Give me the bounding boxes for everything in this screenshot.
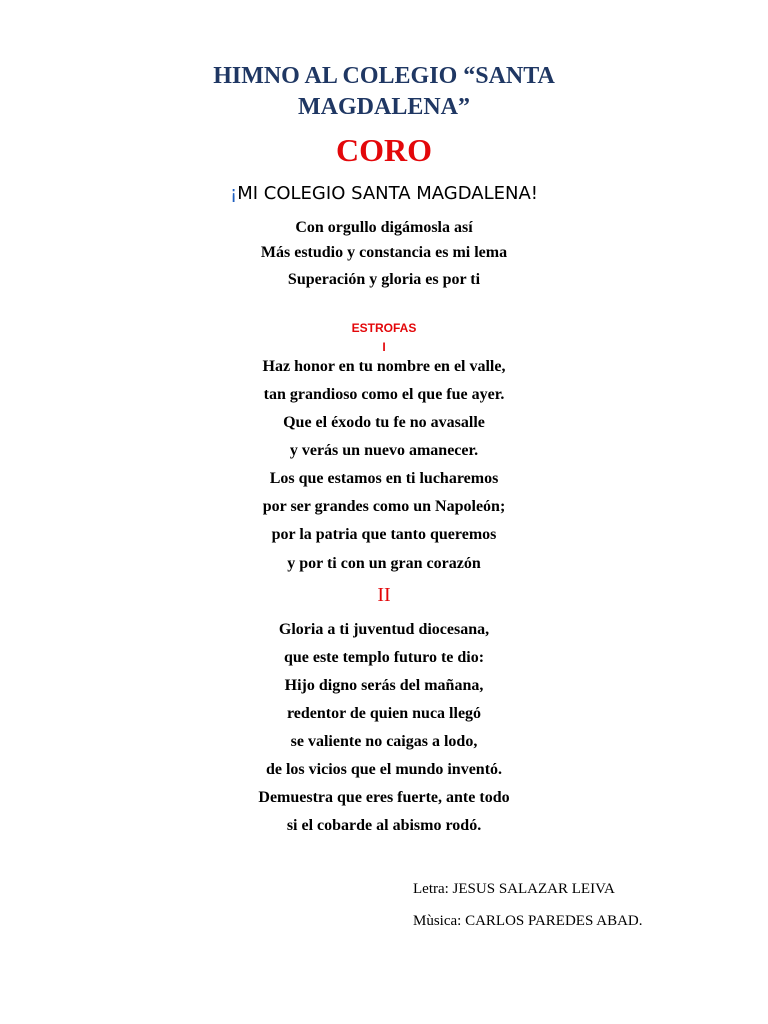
stanza-1-line: tan grandioso como el que fue ayer. <box>263 386 505 403</box>
coro-subheading-mark: ¡ <box>230 183 238 204</box>
coro-subheading-text: MI COLEGIO SANTA MAGDALENA! <box>237 183 538 204</box>
stanza-1-line: y por ti con un gran corazón <box>287 555 481 572</box>
coro-heading: CORO <box>336 132 432 168</box>
hymn-title-line-2: MAGDALENA” <box>298 94 470 120</box>
coro-subheading <box>0 182 768 206</box>
lyrics-credit: Letra: JESUS SALAZAR LEIVA <box>413 881 615 897</box>
stanza-1-line: por ser grandes como un Napoleón; <box>262 498 506 515</box>
music-credit: Mùsica: CARLOS PAREDES ABAD. <box>413 913 643 929</box>
stanza-1-line: Haz honor en tu nombre en el valle, <box>262 358 506 375</box>
stanza-1-numeral: I <box>382 340 386 354</box>
coro-line: Superación y gloria es por ti <box>287 271 481 288</box>
stanza-2-line: que este templo futuro te dio: <box>283 649 485 666</box>
stanza-1-line: por la patria que tanto queremos <box>271 526 497 543</box>
stanza-2-line: si el cobarde al abismo rodó. <box>286 817 482 834</box>
stanza-2-numeral: II <box>377 584 391 606</box>
stanza-1-line: Que el éxodo tu fe no avasalle <box>283 414 485 431</box>
coro-line: Con orgullo digámosla así <box>295 219 473 236</box>
stanza-2-line: Gloria a ti juventud diocesana, <box>278 621 490 638</box>
stanza-2-line: Demuestra que eres fuerte, ante todo <box>258 789 510 806</box>
stanza-2-line: se valiente no caigas a lodo, <box>290 733 478 750</box>
estrofas-label: ESTROFAS <box>351 321 417 335</box>
stanza-2-line: redentor de quien nuca llegó <box>286 705 482 722</box>
stanza-2-line: de los vicios que el mundo inventó. <box>265 761 503 778</box>
stanza-2-line: Hijo digno serás del mañana, <box>284 677 484 694</box>
hymn-title-line-1: HIMNO AL COLEGIO “SANTA <box>213 63 555 89</box>
coro-line: Más estudio y constancia es mi lema <box>260 244 508 261</box>
stanza-1-line: y verás un nuevo amanecer. <box>289 442 479 459</box>
stanza-1-line: Los que estamos en ti lucharemos <box>269 470 499 487</box>
